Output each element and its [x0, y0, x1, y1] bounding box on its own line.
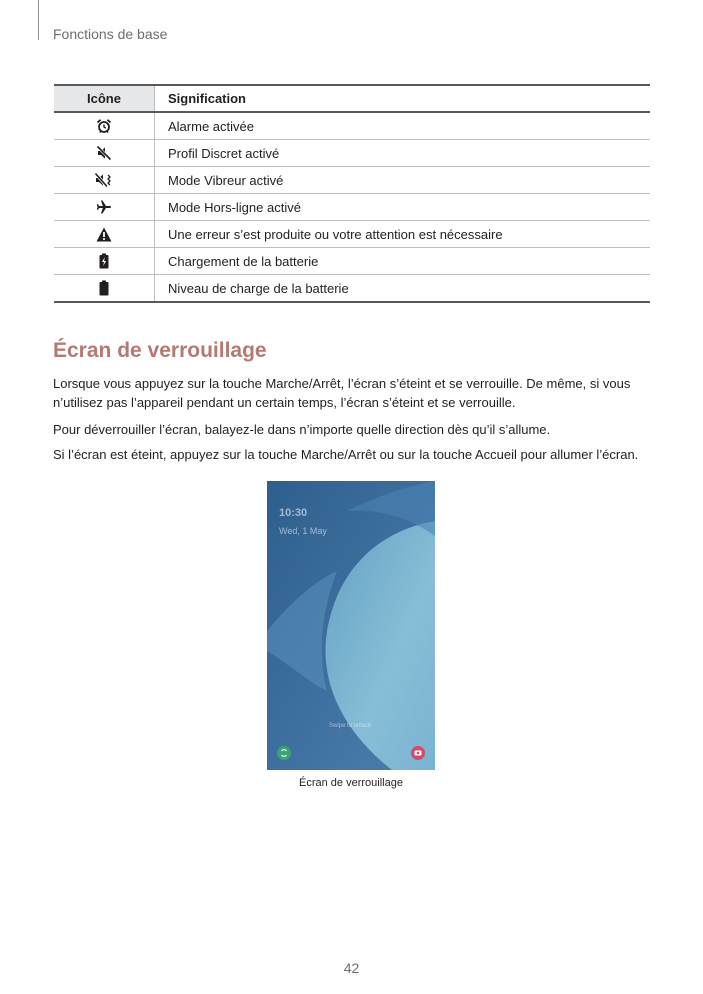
row-text: Mode Vibreur activé — [155, 167, 651, 194]
row-text: Une erreur s’est produite ou votre attention est nécessaire — [155, 221, 651, 248]
table-row — [54, 221, 650, 248]
body-paragraph: Lorsque vous appuyez sur la touche Marche/Arrêt, l’écran s’éteint et se verrouille. De même, si vous n’utilisez pas l’appareil pendant un certain temps, l’écran s’éteint et se verrouille. — [53, 376, 631, 410]
table-row — [54, 248, 650, 275]
vibrate-icon — [95, 172, 113, 187]
column-header-icon: Icône — [54, 85, 155, 112]
unlock-hint: Swipe to unlock — [329, 723, 372, 729]
warning-icon — [96, 226, 112, 241]
row-text: Chargement de la batterie — [155, 248, 651, 275]
body-paragraph: Pour déverrouiller l’écran, balayez-le dans n’importe quelle direction dès qu’il s’allume. — [53, 422, 551, 437]
row-text: Alarme activée — [155, 112, 651, 140]
body-paragraph: Si l’écran est éteint, appuyez sur la touche Marche/Arrêt ou sur la touche Accueil pour allumer l’écran. — [53, 447, 639, 462]
row-text: Niveau de charge de la batterie — [155, 275, 651, 303]
battery-charging-icon — [99, 253, 109, 268]
lockscreen-time: 10:30 — [279, 507, 308, 519]
table-row — [54, 194, 650, 221]
running-header: Fonctions de base — [53, 26, 168, 42]
margin-rule — [38, 0, 39, 40]
lockscreen-image — [267, 481, 435, 770]
icon-table — [54, 84, 650, 303]
table-row — [54, 112, 650, 140]
table-row — [54, 275, 650, 303]
battery-level-icon — [99, 280, 109, 295]
table-row — [54, 140, 650, 167]
phone-app-icon — [277, 746, 291, 760]
page-number: 42 — [343, 960, 360, 976]
section-title: Écran de verrouillage — [53, 339, 267, 362]
column-header-meaning: Signification — [155, 85, 651, 112]
row-text: Mode Hors-ligne activé — [155, 194, 651, 221]
airplane-icon — [96, 199, 112, 214]
figure-caption: Écran de verrouillage — [299, 777, 403, 789]
mute-icon — [96, 145, 112, 160]
table-row — [54, 167, 650, 194]
table-header-row — [54, 85, 650, 112]
lockscreen-date: Wed, 1 May — [279, 526, 327, 536]
row-text: Profil Discret activé — [155, 140, 651, 167]
alarm-icon — [96, 118, 112, 133]
